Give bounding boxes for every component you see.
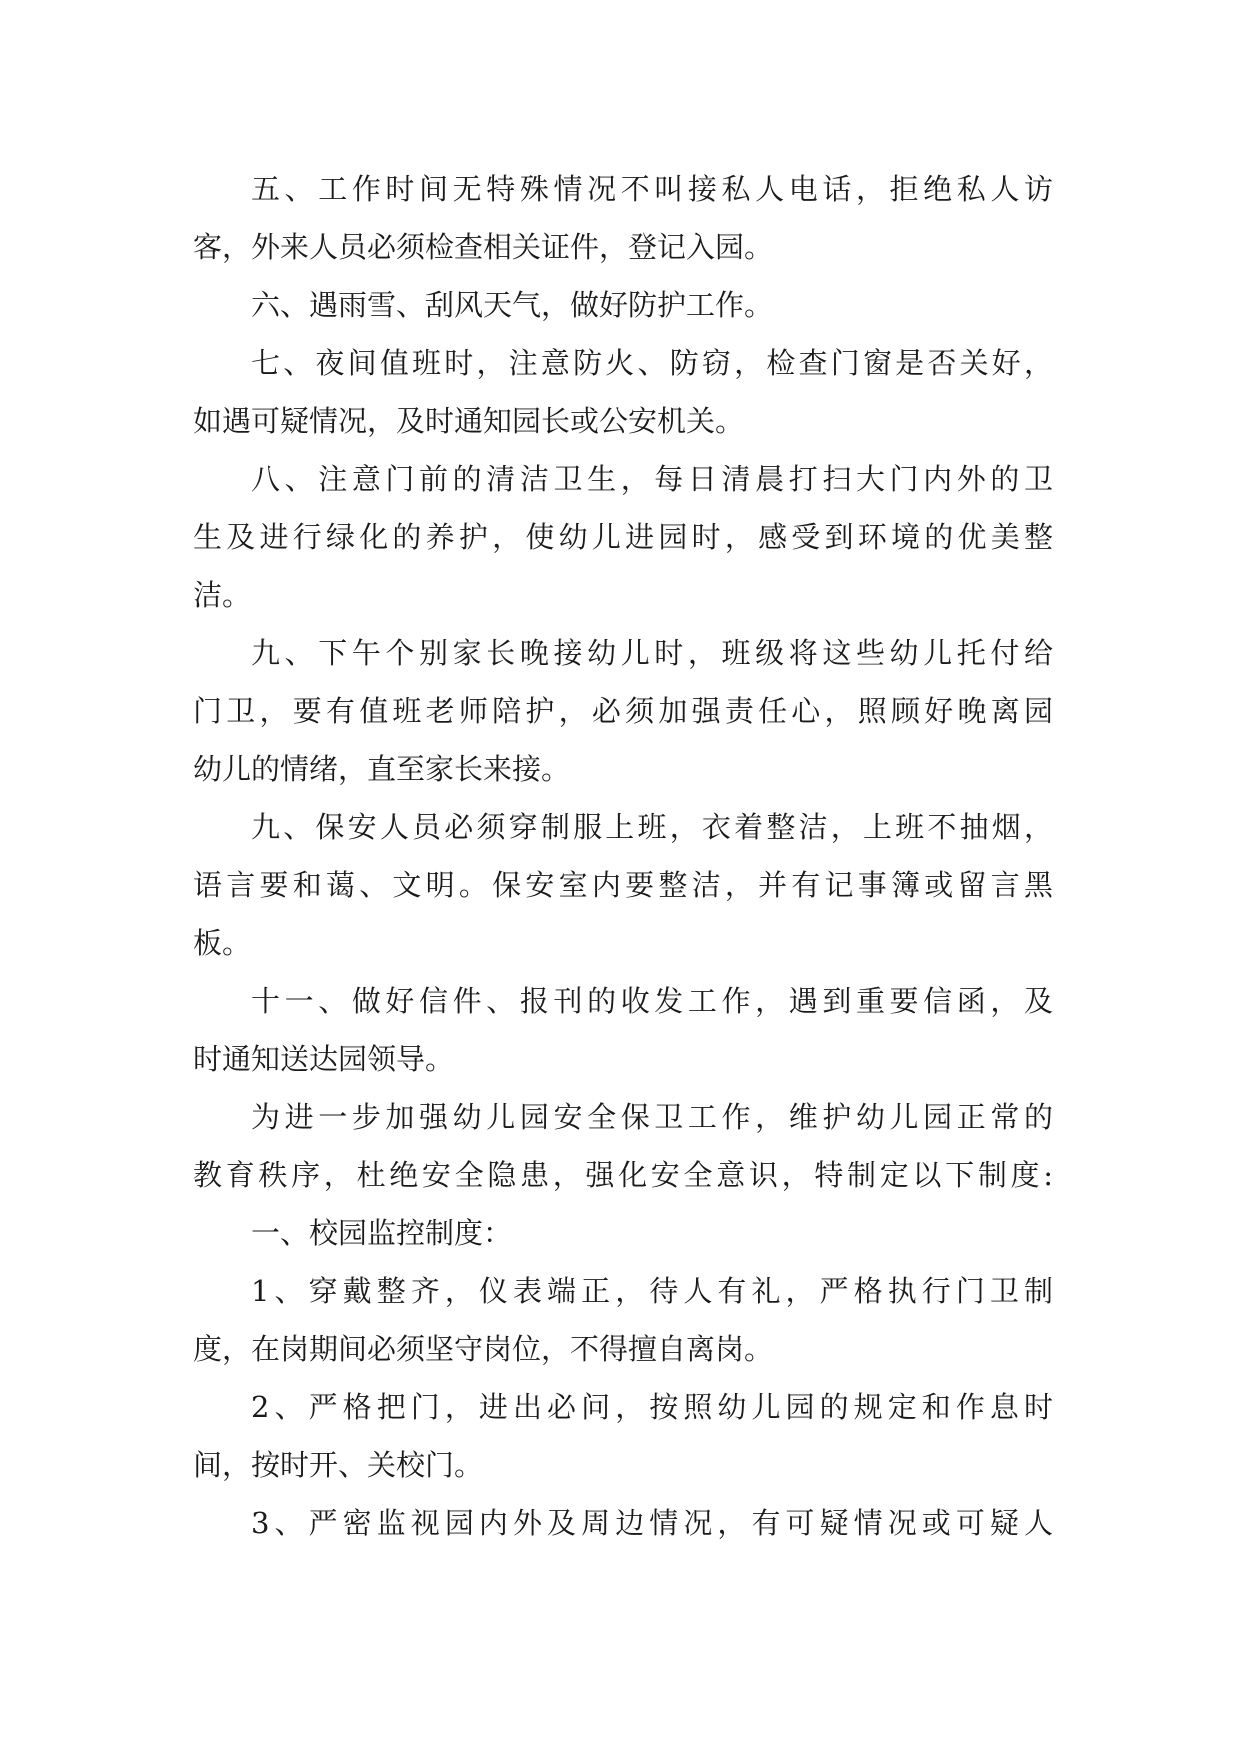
document-page (193, 160, 1053, 1552)
text-line: 语言要和蔼、文明。保安室内要整洁，并有记事簿或留言黑 (193, 868, 1053, 902)
text-line: 为进一步加强幼儿园安全保卫工作，维护幼儿园正常的 (251, 1100, 1053, 1134)
text-line: 3、严密监视园内外及周边情况，有可疑情况或可疑人 (251, 1506, 1053, 1540)
text-line: 2、严格把门，进出必问，按照幼儿园的规定和作息时 (251, 1390, 1053, 1424)
text-line: 九、保安人员必须穿制服上班，衣着整洁，上班不抽烟， (251, 810, 1053, 844)
text-line: 度，在岗期间必须坚守岗位，不得擅自离岗。 (193, 1332, 774, 1366)
text-line: 六、遇雨雪、刮风天气，做好防护工作。 (251, 288, 774, 322)
text-line: 客，外来人员必须检查相关证件，登记入园。 (193, 230, 774, 264)
text-line: 一、校园监控制度： (251, 1216, 513, 1250)
text-line: 生及进行绿化的养护，使幼儿进园时，感受到环境的优美整 (193, 520, 1053, 554)
text-line: 教育秩序，杜绝安全隐患，强化安全意识，特制定以下制度: (193, 1158, 1053, 1192)
text-line: 幼儿的情绪，直至家长来接。 (193, 752, 571, 786)
text-line: 八、注意门前的清洁卫生，每日清晨打扫大门内外的卫 (251, 462, 1053, 496)
text-line: 洁。 (193, 578, 252, 612)
text-line: 如遇可疑情况，及时通知园长或公安机关。 (193, 404, 745, 438)
text-line: 1、穿戴整齐，仪表端正，待人有礼，严格执行门卫制 (251, 1274, 1053, 1308)
text-line: 门卫，要有值班老师陪护，必须加强责任心，照顾好晚离园 (193, 694, 1053, 728)
document-body (193, 160, 1053, 1552)
text-line: 间，按时开、关校门。 (193, 1448, 484, 1482)
text-line: 时通知送达园领导。 (193, 1042, 455, 1076)
text-line: 五、工作时间无特殊情况不叫接私人电话，拒绝私人访 (251, 172, 1053, 206)
text-line: 七、夜间值班时，注意防火、防窃，检查门窗是否关好， (251, 346, 1053, 380)
text-line: 十一、做好信件、报刊的收发工作，遇到重要信函，及 (251, 984, 1053, 1018)
text-line: 板。 (193, 926, 252, 960)
text-line: 九、下午个别家长晚接幼儿时，班级将这些幼儿托付给 (251, 636, 1053, 670)
